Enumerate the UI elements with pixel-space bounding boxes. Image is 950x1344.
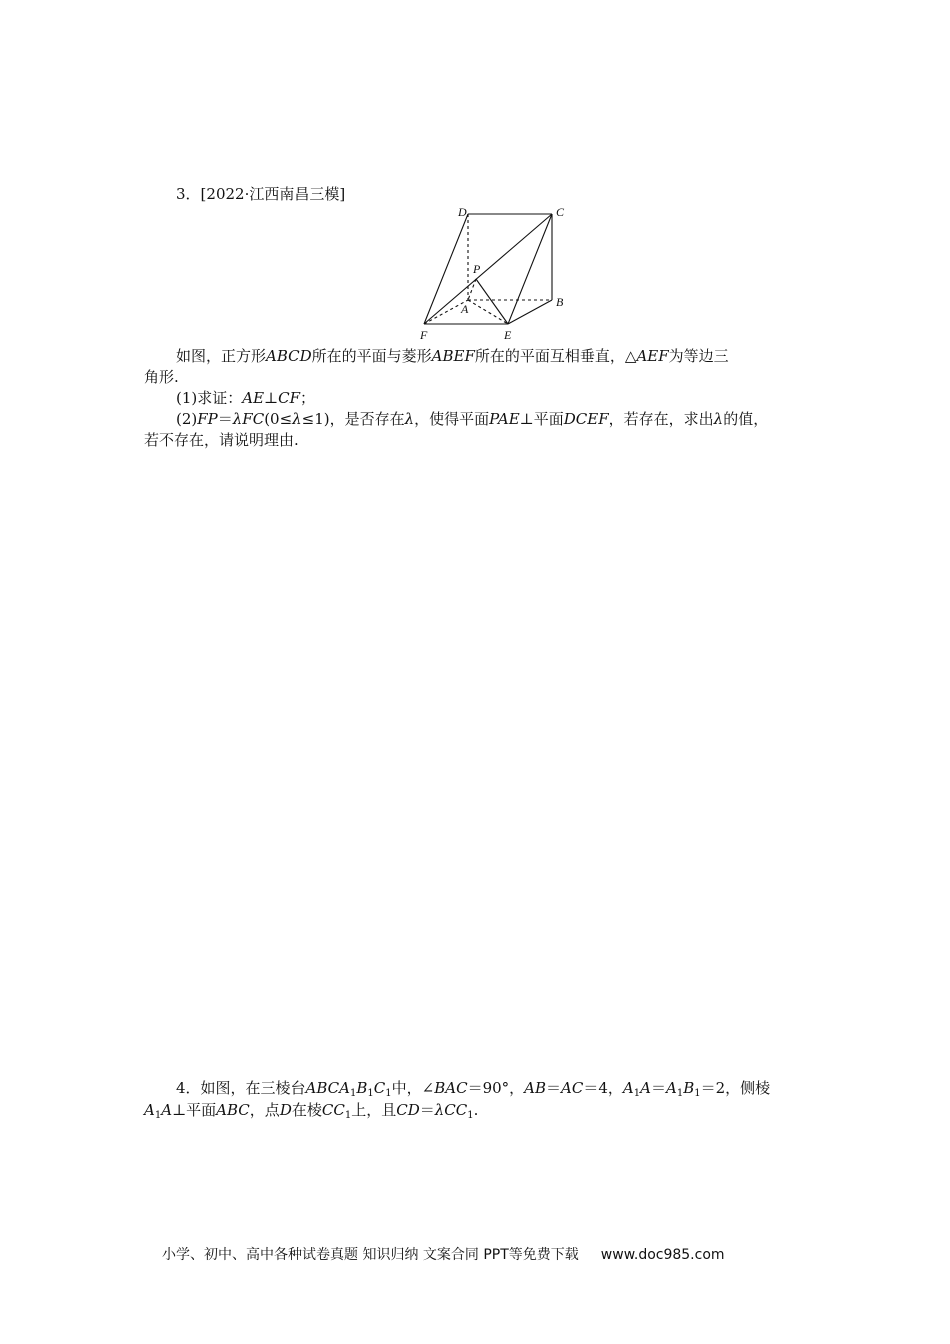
problem4-statement: 4．如图，在三棱台$ABCA_1B_1C_1$中，∠BAC＝90°，AB＝AC＝4，$A_1A=A_1B_1=2$，侧棱 [176,1079,771,1099]
footer-text: 小学、初中、高中各种试卷真题 知识归纳 文案合同 PPT等免费下载 [162,1247,579,1263]
segment-pe [476,279,508,324]
problem3-statement: 如图，正方形ABCD所在的平面与菱形ABEF所在的平面互相垂直，△AEF为等边三 [176,347,729,365]
footer [162,1244,725,1264]
problem3-header: 3．[2022·江西南昌三模] [176,185,346,203]
edge-eb [508,300,552,324]
label-b: B [556,295,564,309]
label-f: F [420,328,428,342]
diagonal-cf [424,214,552,324]
edge-ce [508,214,552,324]
label-a: A [461,302,469,316]
problem3-question-1: (1)求证：AE⊥CF； [176,389,316,407]
edge-ae [468,300,508,324]
problem3-statement-cont: 角形. [144,368,179,386]
label-e: E [504,328,512,342]
geometry-figure [418,200,578,345]
problem3-question-2-cont: 若不存在，请说明理由. [144,431,299,449]
label-d: D [458,205,467,219]
label-p: P [473,262,481,276]
problem4-statement-cont: $A_1A\perp$平面ABC，点D在棱$CC_1$上，且CD＝λCC$_1$. [144,1101,479,1121]
footer-url[interactable]: www.doc985.com [600,1247,725,1263]
problem3-question-2: (2)FP＝λFC(0≤λ≤1)，是否存在λ，使得平面PAE⊥平面DCEF，若存在，求出λ的值， [176,410,769,428]
label-c: C [556,205,565,219]
